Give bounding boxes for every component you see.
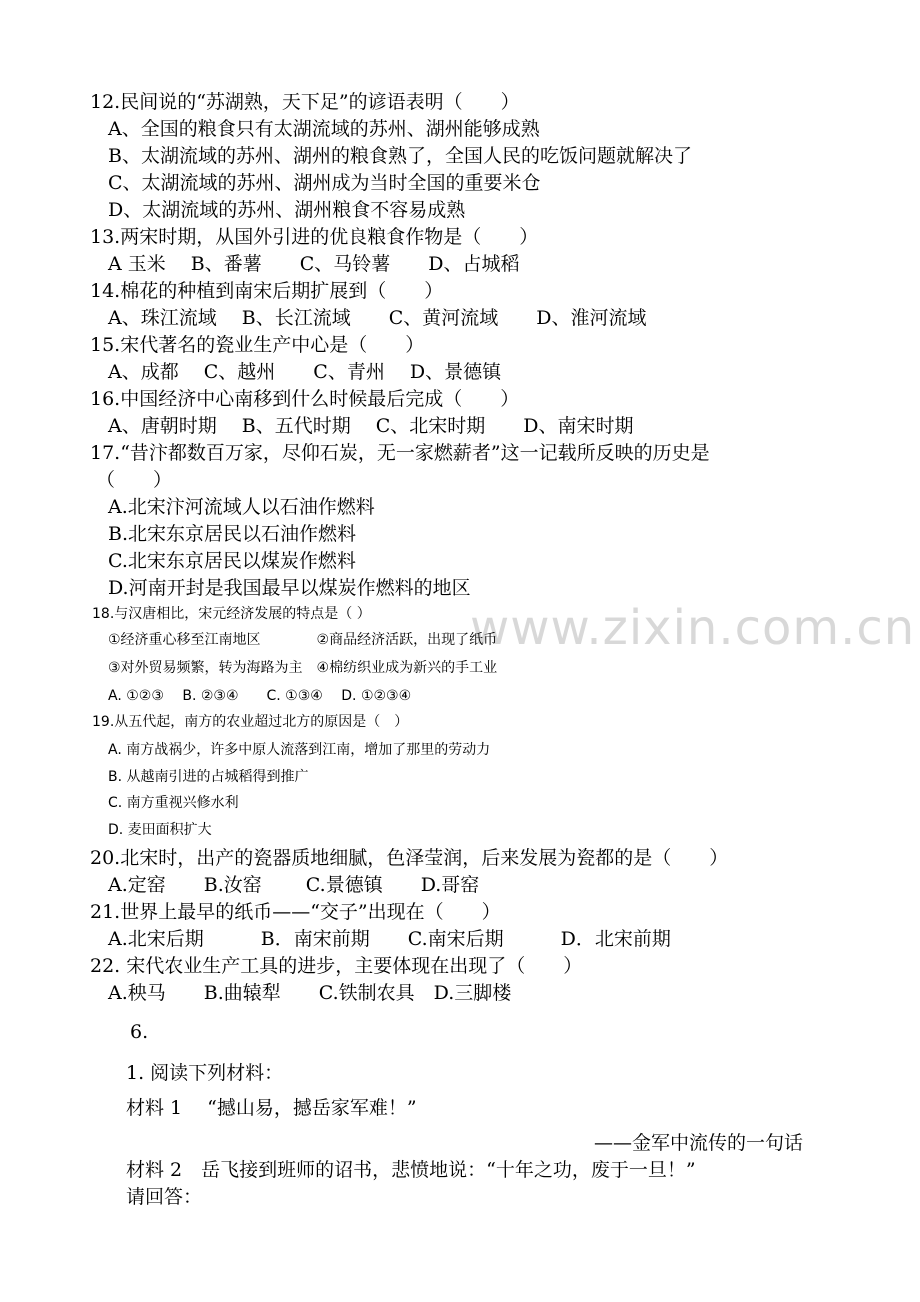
q17-stem: 17.“昔汴都数百万家，尽仰石炭，无一家燃薪者”这一记载所反映的历史是	[90, 442, 710, 464]
q20-stem: 20.北宋时，出产的瓷器质地细腻，色泽莹润，后来发展为瓷都的是（ ）	[90, 847, 729, 869]
q19-option-d: D. 麦田面积扩大	[108, 822, 212, 838]
q15-options: A、成都 C、越州 C、青州 D、景德镇	[108, 361, 502, 383]
q21-options: A.北宋后期 B．南宋前期 C.南宋后期 D．北宋前期	[108, 928, 671, 950]
q17-option-c: C.北宋东京居民以煤炭作燃料	[108, 550, 356, 572]
q17-option-d: D.河南开封是我国最早以煤炭作燃料的地区	[108, 577, 471, 599]
q18-stem: 18.与汉唐相比，宋元经济发展的特点是（ ）	[92, 606, 371, 622]
section-number: 6.	[130, 1021, 149, 1043]
q14-options: A、珠江流域 B、长江流域 C、黄河流域 D、淮河流域	[108, 307, 647, 329]
q21-stem: 21.世界上最早的纸币——“交子”出现在（ ）	[90, 901, 501, 923]
q19-option-b: B. 从越南引进的占城稻得到推广	[108, 769, 309, 785]
q16-options: A、唐朝时期 B、五代时期 C、北宋时期 D、南宋时期	[108, 415, 634, 437]
section-question-1: 1. 阅读下列材料：	[126, 1062, 284, 1084]
q15-stem: 15.宋代著名的瓷业生产中心是（ ）	[90, 334, 425, 356]
q12-stem: 12.民间说的“苏湖熟，天下足”的谚语表明（ ）	[90, 91, 520, 113]
answer-prompt: 请回答：	[126, 1186, 203, 1208]
q18-options: A. ①②③ B. ②③④ C. ①③④ D. ①②③④	[108, 688, 412, 704]
q19-option-a: A. 南方战祸少，许多中原人流落到江南，增加了那里的劳动力	[108, 742, 491, 758]
watermark: www.zixin.com.cn	[470, 600, 916, 656]
q14-stem: 14.棉花的种植到南宋后期扩展到（ ）	[90, 280, 444, 302]
material-1: 材料 1 “撼山易，撼岳家军难！”	[126, 1097, 417, 1119]
q17-stem-cont: （ ）	[96, 469, 173, 491]
q22-stem: 22. 宋代农业生产工具的进步，主要体现在出现了（ ）	[90, 955, 583, 977]
q13-stem: 13.两宋时期，从国外引进的优良粮食作物是（ ）	[90, 226, 539, 248]
q19-stem: 19.从五代起，南方的农业超过北方的原因是（ ）	[92, 714, 409, 730]
q16-stem: 16.中国经济中心南移到什么时候最后完成（ ）	[90, 388, 520, 410]
q17-option-b: B.北宋东京居民以石油作燃料	[108, 523, 357, 545]
q22-options: A.秧马 B.曲辕犁 C.铁制农具 D.三脚楼	[108, 982, 512, 1004]
q12-option-c: C、太湖流域的苏州、湖州成为当时全国的重要米仓	[108, 172, 541, 194]
q13-options: A 玉米 B、番薯 C、马铃薯 D、占城稻	[108, 253, 520, 275]
material-2: 材料 2 岳飞接到班师的诏书，悲愤地说：“十年之功，废于一旦！”	[126, 1159, 696, 1181]
q12-option-d: D、太湖流域的苏州、湖州粮食不容易成熟	[108, 199, 466, 221]
q17-option-a: A.北宋汴河流域人以石油作燃料	[108, 496, 375, 518]
material-1-source: ——金军中流传的一句话	[594, 1132, 804, 1154]
q19-option-c: C. 南方重视兴修水利	[108, 795, 239, 811]
q12-option-a: A、全国的粮食只有太湖流域的苏州、湖州能够成熟	[108, 118, 540, 140]
q18-item-2: ③对外贸易频繁，转为海路为主 ④棉纺织业成为新兴的手工业	[108, 660, 498, 676]
q18-item-1: ①经济重心移至江南地区 ②商品经济活跃，出现了纸币	[108, 632, 498, 648]
q20-options: A.定窑 B.汝窑 C.景德镇 D.哥窑	[108, 874, 480, 896]
q12-option-b: B、太湖流域的苏州、湖州的粮食熟了，全国人民的吃饭问题就解决了	[108, 145, 692, 167]
